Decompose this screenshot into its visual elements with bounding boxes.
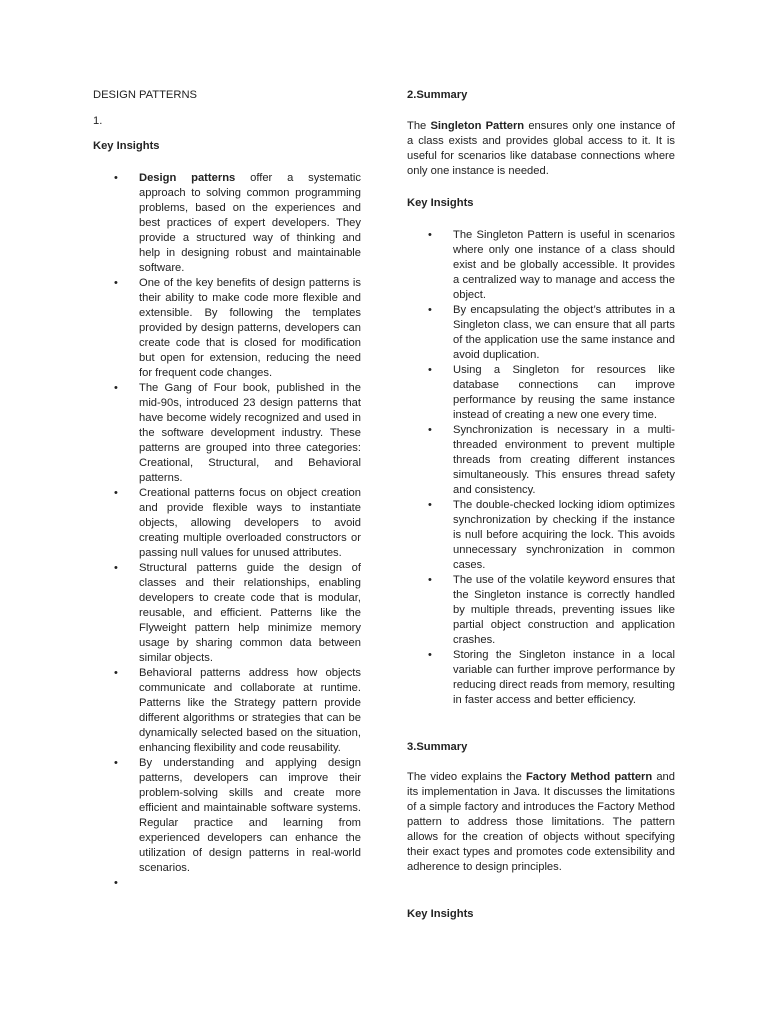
- bullet-icon: •: [114, 877, 118, 889]
- list-item-text: One of the key benefits of design patterns is their ability to make code more flexible and extensible. By following the templates provided by design patterns, developers can create code that is closed for modification but open for extension, reducing the need for frequent code changes.: [139, 277, 361, 379]
- list-item: [93, 876, 363, 891]
- summary-2-text-pre: The: [407, 120, 431, 132]
- bullet-icon: •: [428, 649, 432, 661]
- list-item: [93, 276, 363, 381]
- bold-term: Design patterns: [139, 172, 236, 184]
- key-insights-heading: Key Insights: [93, 140, 160, 152]
- bullet-icon: •: [114, 382, 118, 394]
- summary-2-bold-term: Singleton Pattern: [430, 120, 525, 132]
- list-item: [407, 498, 675, 573]
- key-insights-2-list: [407, 228, 675, 708]
- bullet-icon: •: [114, 487, 118, 499]
- list-item-text: Synchronization is necessary in a multi-threaded environment to prevent multiple threads from creating different instances simultaneously. This ensures thread safety and consistency.: [453, 424, 675, 496]
- list-item-text: By encapsulating the object’s attributes in a Singleton class, we can ensure that all parts of the application use the same instance and avoid duplication.: [453, 304, 675, 361]
- list-item: [93, 486, 363, 561]
- list-item: [407, 573, 675, 648]
- list-item-text: Behavioral patterns address how objects communicate and collaborate at runtime. Patterns like the Strategy pattern provide different algorithms or strategies that can be dynamically selected based on the situation, enhancing flexibility and code reusability.: [139, 667, 361, 754]
- list-item-text: By understanding and applying design patterns, developers can improve their problem-solving skills and create more efficient and maintainable software systems. Regular practice and learning from experienced developers can enhance the utilization of design patterns in real-world scenarios.: [139, 757, 361, 874]
- bullet-icon: •: [428, 574, 432, 586]
- bullet-icon: •: [428, 229, 432, 241]
- summary-3-heading: 3.Summary: [407, 741, 468, 753]
- summary-3-text-post: and its implementation in Java. It discusses the limitations of a simple factory and introduces the Factory Method pattern to address those limitations. The pattern allows for the creation of objects without specifying their exact types and promotes code extensibility and adherence to design principles.: [407, 771, 675, 873]
- list-item: [407, 363, 675, 423]
- list-item-text: Creational patterns focus on object creation and provide flexible ways to instantiate objects, allowing developers to avoid creating multiple overloaded constructors or passing null values for unused attributes.: [139, 487, 361, 559]
- list-item: [93, 756, 363, 876]
- bullet-icon: •: [114, 667, 118, 679]
- summary-2-text-post: ensures only one instance of a class exists and provides global access to it. It is useful for scenarios like database connections where only one instance is needed.: [407, 120, 675, 177]
- list-item-text: The Singleton Pattern is useful in scenarios where only one instance of a class should exist and be globally accessible. It provides a centralized way to manage and access the object.: [453, 229, 675, 301]
- key-insights-2-heading: Key Insights: [407, 197, 474, 209]
- document-title: DESIGN PATTERNS: [93, 89, 198, 101]
- summary-3-paragraph: [407, 770, 675, 875]
- list-item: [407, 648, 675, 708]
- bullet-icon: •: [428, 424, 432, 436]
- list-item: [407, 303, 675, 363]
- key-insights-3-heading: Key Insights: [407, 908, 474, 920]
- list-item: [93, 561, 363, 666]
- summary-2-heading: 2.Summary: [407, 89, 468, 101]
- summary-3-text-pre: The video explains the: [407, 771, 526, 783]
- key-insights-list: [93, 171, 363, 891]
- list-item-text: The Gang of Four book, published in the mid-90s, introduced 23 design patterns that have become widely recognized and used in the software development industry. These patterns are grouped into three categories: Creational, Structural, and Behavioral patterns.: [139, 382, 361, 484]
- list-item: [93, 381, 363, 486]
- summary-2-paragraph: [407, 119, 675, 179]
- section-number: 1.: [93, 115, 103, 127]
- bullet-icon: •: [114, 562, 118, 574]
- list-item-text: Structural patterns guide the design of classes and their relationships, enabling developers to create code that is modular, reusable, and efficient. Patterns like the Flyweight pattern help minimize memory usage by sharing common data between similar objects.: [139, 562, 361, 664]
- bullet-icon: •: [114, 277, 118, 289]
- list-item: [407, 423, 675, 498]
- list-item-text: Using a Singleton for resources like database connections can improve performance by reusing the same instance instead of creating a new one every time.: [453, 364, 675, 421]
- list-item-text: The use of the volatile keyword ensures that the Singleton instance is correctly handled by multiple threads, preventing issues like partial object construction and application crashes.: [453, 574, 675, 646]
- bullet-icon: •: [428, 499, 432, 511]
- bullet-icon: •: [428, 364, 432, 376]
- list-item-text: The double-checked locking idiom optimizes synchronization by checking if the instance is null before acquiring the lock. This avoids unnecessary synchronization in common cases.: [453, 499, 675, 571]
- summary-3-bold-term: Factory Method pattern: [525, 771, 653, 783]
- bullet-icon: •: [428, 304, 432, 316]
- list-item-text: Storing the Singleton instance in a local variable can further improve performance by reducing direct reads from memory, resulting in faster access and better efficiency.: [453, 649, 675, 706]
- list-item: [93, 171, 363, 276]
- bullet-icon: •: [114, 172, 118, 184]
- list-item: [407, 228, 675, 303]
- list-item: [93, 666, 363, 756]
- bullet-icon: •: [114, 757, 118, 769]
- list-item-text: offer a systematic approach to solving common programming problems, based on the experiences and best practices of expert developers. They provide a structured way of thinking and help in designing robust and maintainable software.: [139, 172, 361, 274]
